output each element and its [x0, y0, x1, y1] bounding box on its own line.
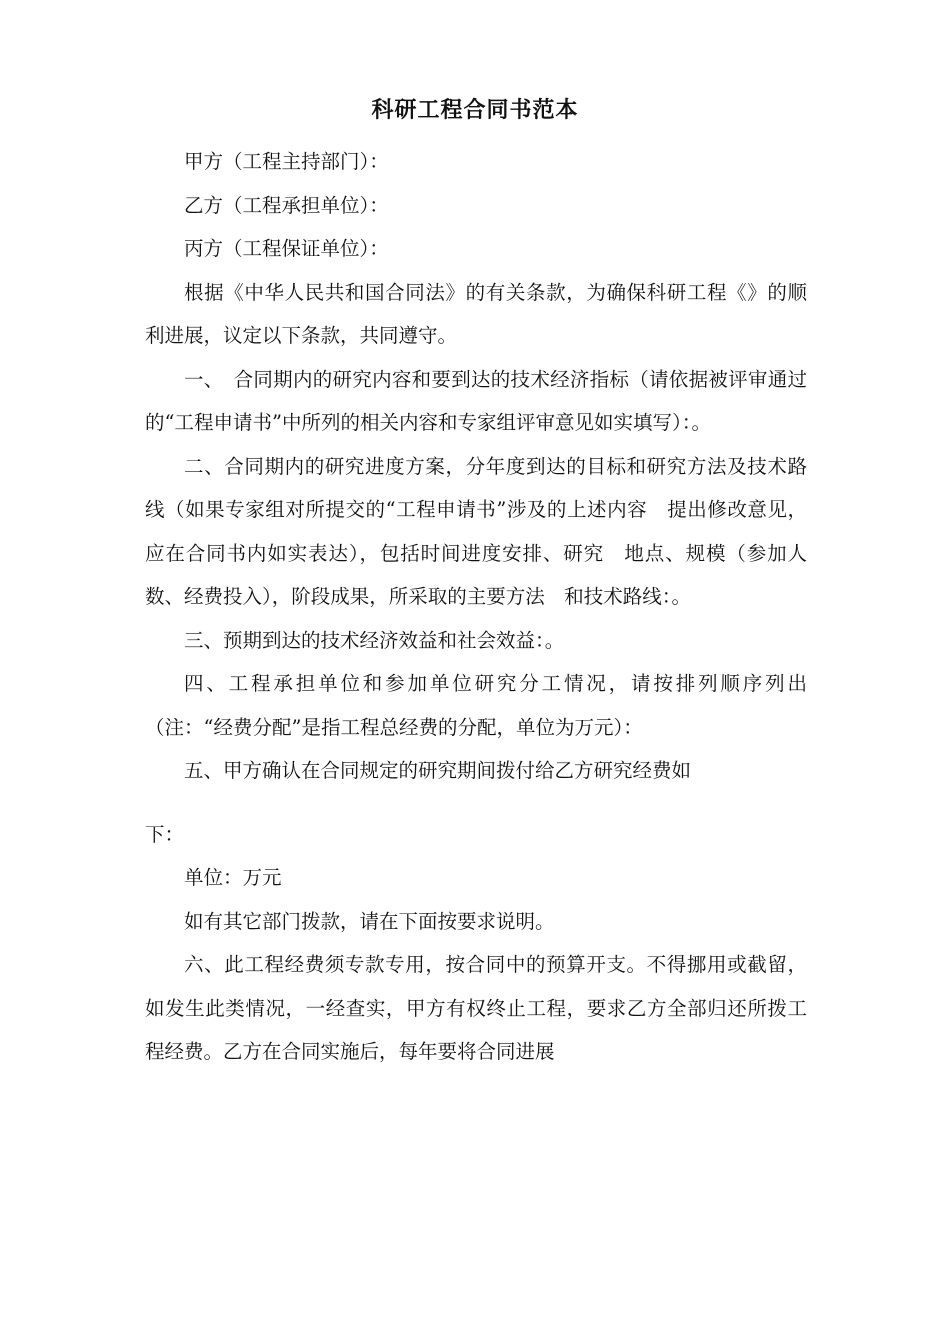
- other-funding-note: 如有其它部门拨款，请在下面按要求说明。: [184, 909, 555, 933]
- clause-6-paragraph: 六、此工程经费须专款专用，按合同中的预算开支。不得挪用或截留，如发生此类情况，一经查实，甲方有权终止工程，要求乙方全部归还所拨工程经费。乙方在合同实施后，每年要将合同进展: [145, 953, 807, 1063]
- unit-line: 单位：万元: [184, 866, 282, 889]
- clause-3-paragraph: 三、预期到达的技术经济效益和社会效益：。: [184, 628, 565, 652]
- party-a-line: 甲方（工程主持部门）：: [184, 150, 389, 173]
- clause-5-continuation: 下：: [145, 822, 185, 846]
- clause-2-paragraph: 二、合同期内的研究进度方案，分年度到达的目标和研究方法及技术路线（如果专家组对所提交的“工程申请书”涉及的上述内容 提出修改意见，应在合同书内如实表达），包括时间进度安排、研究 地点、规模（参加人数、经费投入），阶段成果，所采取的主要方法 和技术路线：。: [145, 454, 807, 608]
- clause-1-paragraph: 一、 合同期内的研究内容和要到达的技术经济指标（请依据被评审通过的“工程申请书”中所列的相关内容和专家组评审意见如实填写）：。: [145, 367, 807, 434]
- clause-5-paragraph: 五、甲方确认在合同规定的研究期间拨付给乙方研究经费如: [184, 759, 692, 782]
- party-c-line: 丙方（工程保证单位）：: [184, 237, 389, 260]
- document-title: 科研工程合同书范本: [371, 97, 579, 123]
- clause-4-paragraph: 四、工程承担单位和参加单位研究分工情况，请按排列顺序列出（注：“经费分配”是指工程总经费的分配，单位为万元）：: [145, 672, 807, 739]
- preamble-paragraph: 根据《中华人民共和国合同法》的有关条款，为确保科研工程《》的顺利进展，议定以下条款，共同遵守。: [145, 280, 807, 347]
- party-b-line: 乙方（工程承担单位）：: [184, 193, 389, 217]
- document-body: [145, 140, 807, 1074]
